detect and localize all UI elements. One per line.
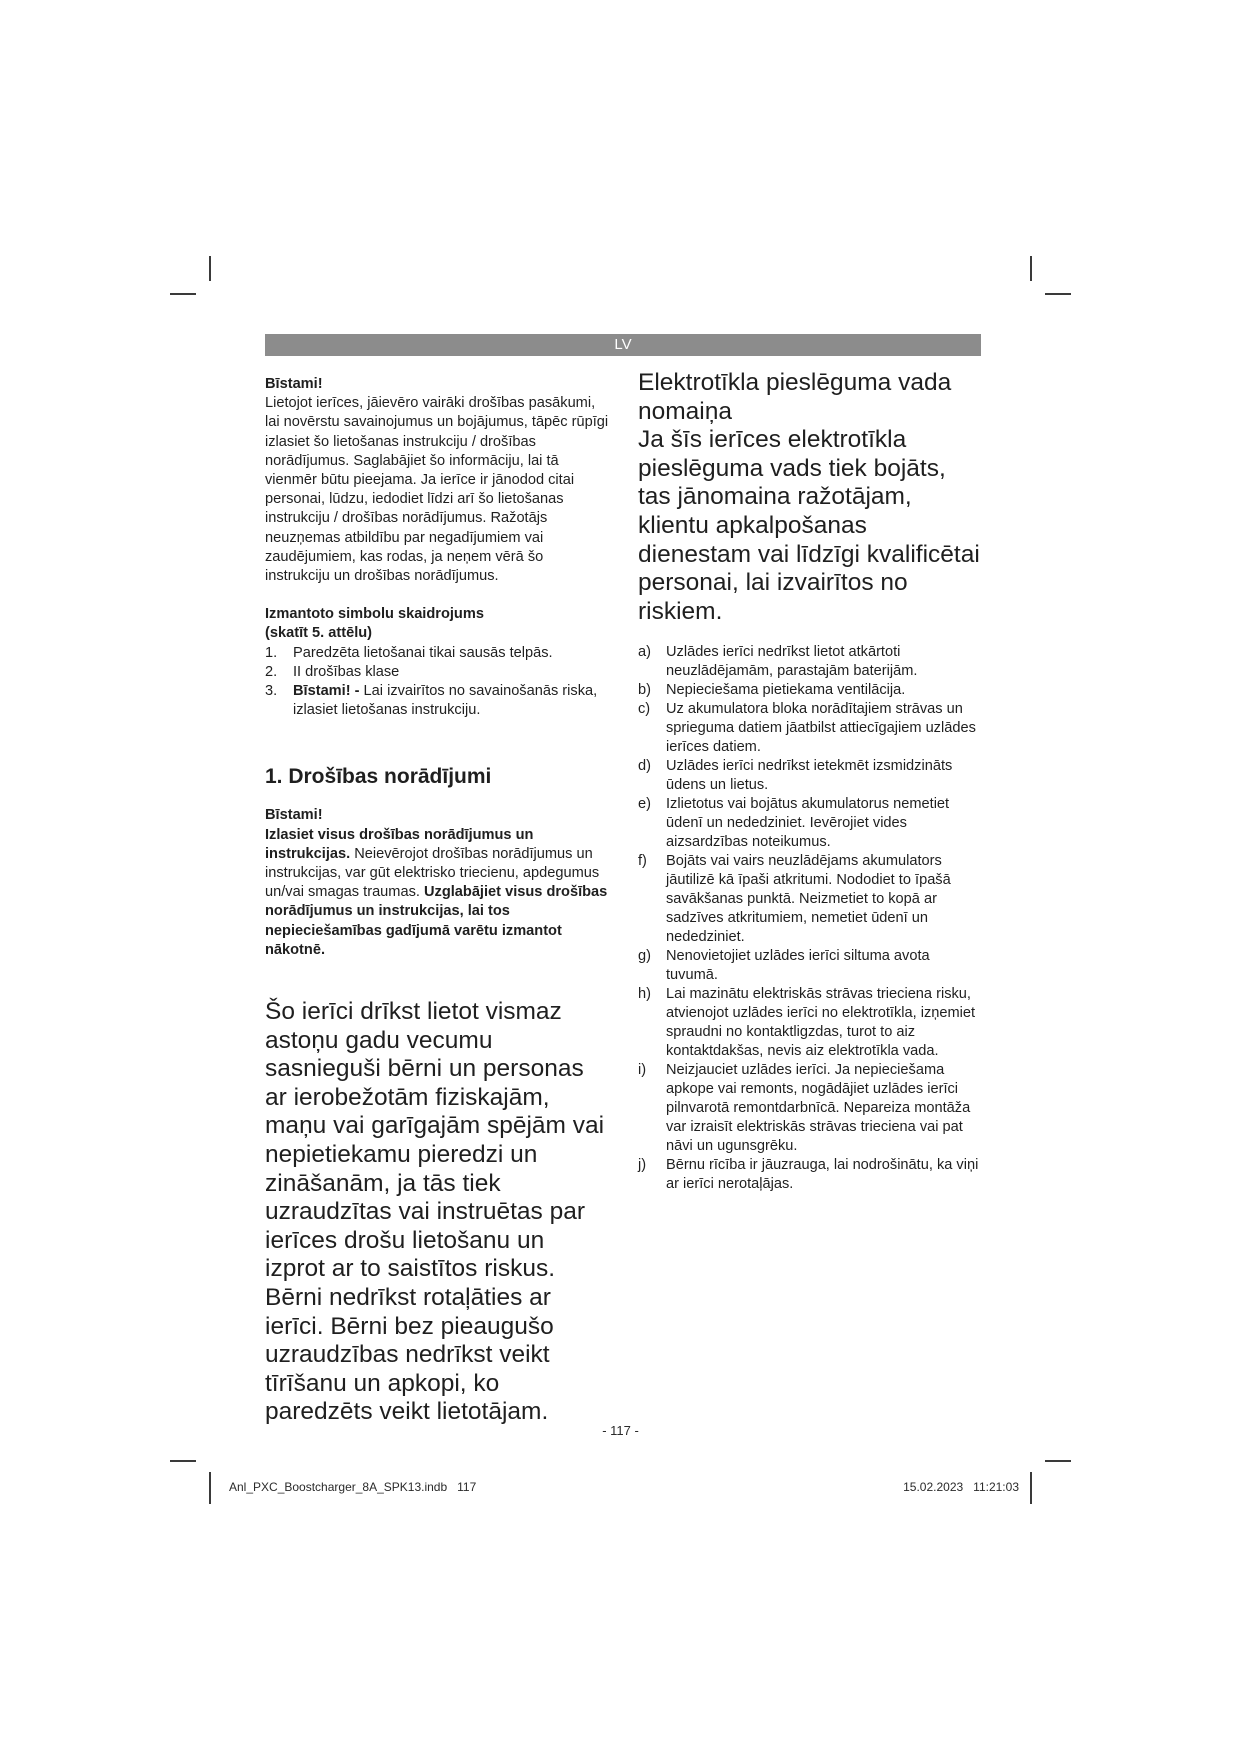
list-item: h) Lai mazinātu elektriskās strāvas trieciena risku, atvienojot uzlādes ierīci no elektrotīkla, izņemiet spraudni no kontaktligzdas, turot to aiz kontaktdakšas, nevis aiz elektrotīkla vada. [638, 986, 976, 1060]
spacer [265, 960, 610, 998]
safety-list [638, 643, 983, 1194]
spacer [265, 720, 610, 764]
crop-mark [170, 293, 196, 295]
symbols-title: Izmantoto simbolu skaidrojums [265, 606, 484, 623]
warning-text: Lietojot ierīces, jāievēro vairāki drošības pasākumi, lai novērstu savainojumus un bojājumus, tāpēc rūpīgi izlasiet šo lietošanas instrukciju / drošības norādījumus. Saglabājiet šo informāciju, lai tā vienmēr būtu pieejama. Ja ierīce ir jānodod citai personai, lūdzu, iedodiet līdzi arī šo lietošanas instrukciju / drošības norādījumus. Ražotājs neuzņemas atbildību par negadījumiem vai zaudējumiem, kas rodas, ja neņem vērā šo instrukciju un drošības norādījumus. [265, 395, 609, 585]
left-column [265, 375, 610, 1427]
crop-mark [209, 256, 211, 281]
right-column [638, 369, 983, 1194]
list-item: 1. Paredzēta lietošanai tikai sausās telpās. [265, 644, 553, 661]
section-paragraph: Izlasiet visus drošības norādījumus un instrukcijas. Neievērojot drošības norādījumus un instrukcijas, var gūt elektrisko triecienu, apdegumus un/vai smagas traumas. Uzglabājiet visus drošības norādījumus un instrukcijas, lai tos nepieciešamības gadījumā varētu izmantot nākotnē. [265, 826, 608, 958]
crop-mark [1045, 1460, 1071, 1462]
crop-mark [1045, 293, 1071, 295]
list-item: 2. II drošības klase [265, 663, 400, 680]
cord-replacement-title: Elektrotīkla pieslēguma vada nomaiņa [638, 369, 952, 425]
print-datetime: 15.02.2023 11:21:03 [903, 1480, 1019, 1494]
list-item: d) Uzlādes ierīci nedrīkst ietekmēt izsmidzināts ūdens un lietus. [638, 758, 953, 794]
list-item: i) Neizjauciet uzlādes ierīci. Ja nepieciešama apkope vai remonts, nogādājiet uzlādes ierīci pilnvarotā remontdarbnīcā. Nepareiza montāža var izraisīt elektriskās strāvas trieciena vai pat nāvi un ugunsgrēku. [638, 1062, 971, 1155]
crop-mark [1030, 256, 1032, 281]
list-item: 3. Bīstami! - Lai izvairītos no savainošanās riska, izlasiet lietošanas instrukciju. [265, 683, 598, 719]
list-item: g) Nenovietojiet uzlādes ierīci siltuma avota tuvumā. [638, 948, 930, 984]
spacer [638, 626, 983, 643]
list-item: e) Izlietotus vai bojātus akumulatorus nemetiet ūdenī un nededziniet. Ievērojiet vides aizsardzības noteikumus. [638, 796, 950, 851]
warning-title: Bīstami! [265, 376, 323, 392]
symbols-list [265, 644, 610, 721]
children-safety-notice: Šo ierīci drīkst lietot vismaz astoņu gadu vecumu sasnieguši bērni un personas ar ierobežotām fiziskajām, maņu vai garīgajām spējām vai nepietiekamu pieredzi un zināšanām, ja tās tiek uzraudzītas vai instruētas par ierīces drošu lietošanu un izprot ar to saistītos riskus. Bērni nedrīkst rotaļāties ar ierīci. Bērni bez pieaugušo uzraudzības nedrīkst veikt tīrīšanu un apkopi, ko paredzēts veikt lietotājam. [265, 998, 605, 1426]
list-item: c) Uz akumulatora bloka norādītajiem strāvas un sprieguma datiem jāatbilst attiecīgajiem uzlādes ierīces datiem. [638, 701, 976, 756]
list-item: a) Uzlādes ierīci nedrīkst lietot atkārtoti neuzlādējamām, parastajām baterijām. [638, 644, 918, 680]
language-code: LV [614, 336, 632, 353]
symbols-subtitle: (skatīt 5. attēlu) [265, 625, 373, 642]
section-heading: 1. Drošības norādījumi [265, 765, 492, 789]
crop-mark [209, 1472, 211, 1504]
file-info: Anl_PXC_Boostcharger_8A_SPK13.indb 117 [229, 1480, 477, 1494]
crop-mark [1030, 1472, 1032, 1504]
crop-mark [170, 1460, 196, 1462]
language-header [265, 334, 981, 356]
page-number: - 117 - [602, 1423, 639, 1438]
list-item: f) Bojāts vai vairs neuzlādējams akumulators jāutilizē kā īpaši atkritumi. Nododiet to īpašā savākšanas punktā. Neizmetiet to kopā ar sadzīves atkritumiem, nemetiet ūdenī un nededziniet. [638, 853, 951, 946]
spacer [265, 790, 610, 806]
section-warning: Bīstami! [265, 807, 323, 824]
list-item: j) Bērnu rīcība ir jāuzrauga, lai nodrošinātu, ka viņi ar ierīci nerotaļājas. [638, 1157, 979, 1193]
list-item: b) Nepieciešama pietiekama ventilācija. [638, 682, 906, 699]
spacer [265, 586, 610, 605]
cord-replacement-text: Ja šīs ierīces elektrotīkla pieslēguma vads tiek bojāts, tas jānomaina ražotājam, klientu apkalpošanas dienestam vai līdzīgi kvalificētai personai, lai izvairītos no riskiem. [638, 426, 980, 625]
